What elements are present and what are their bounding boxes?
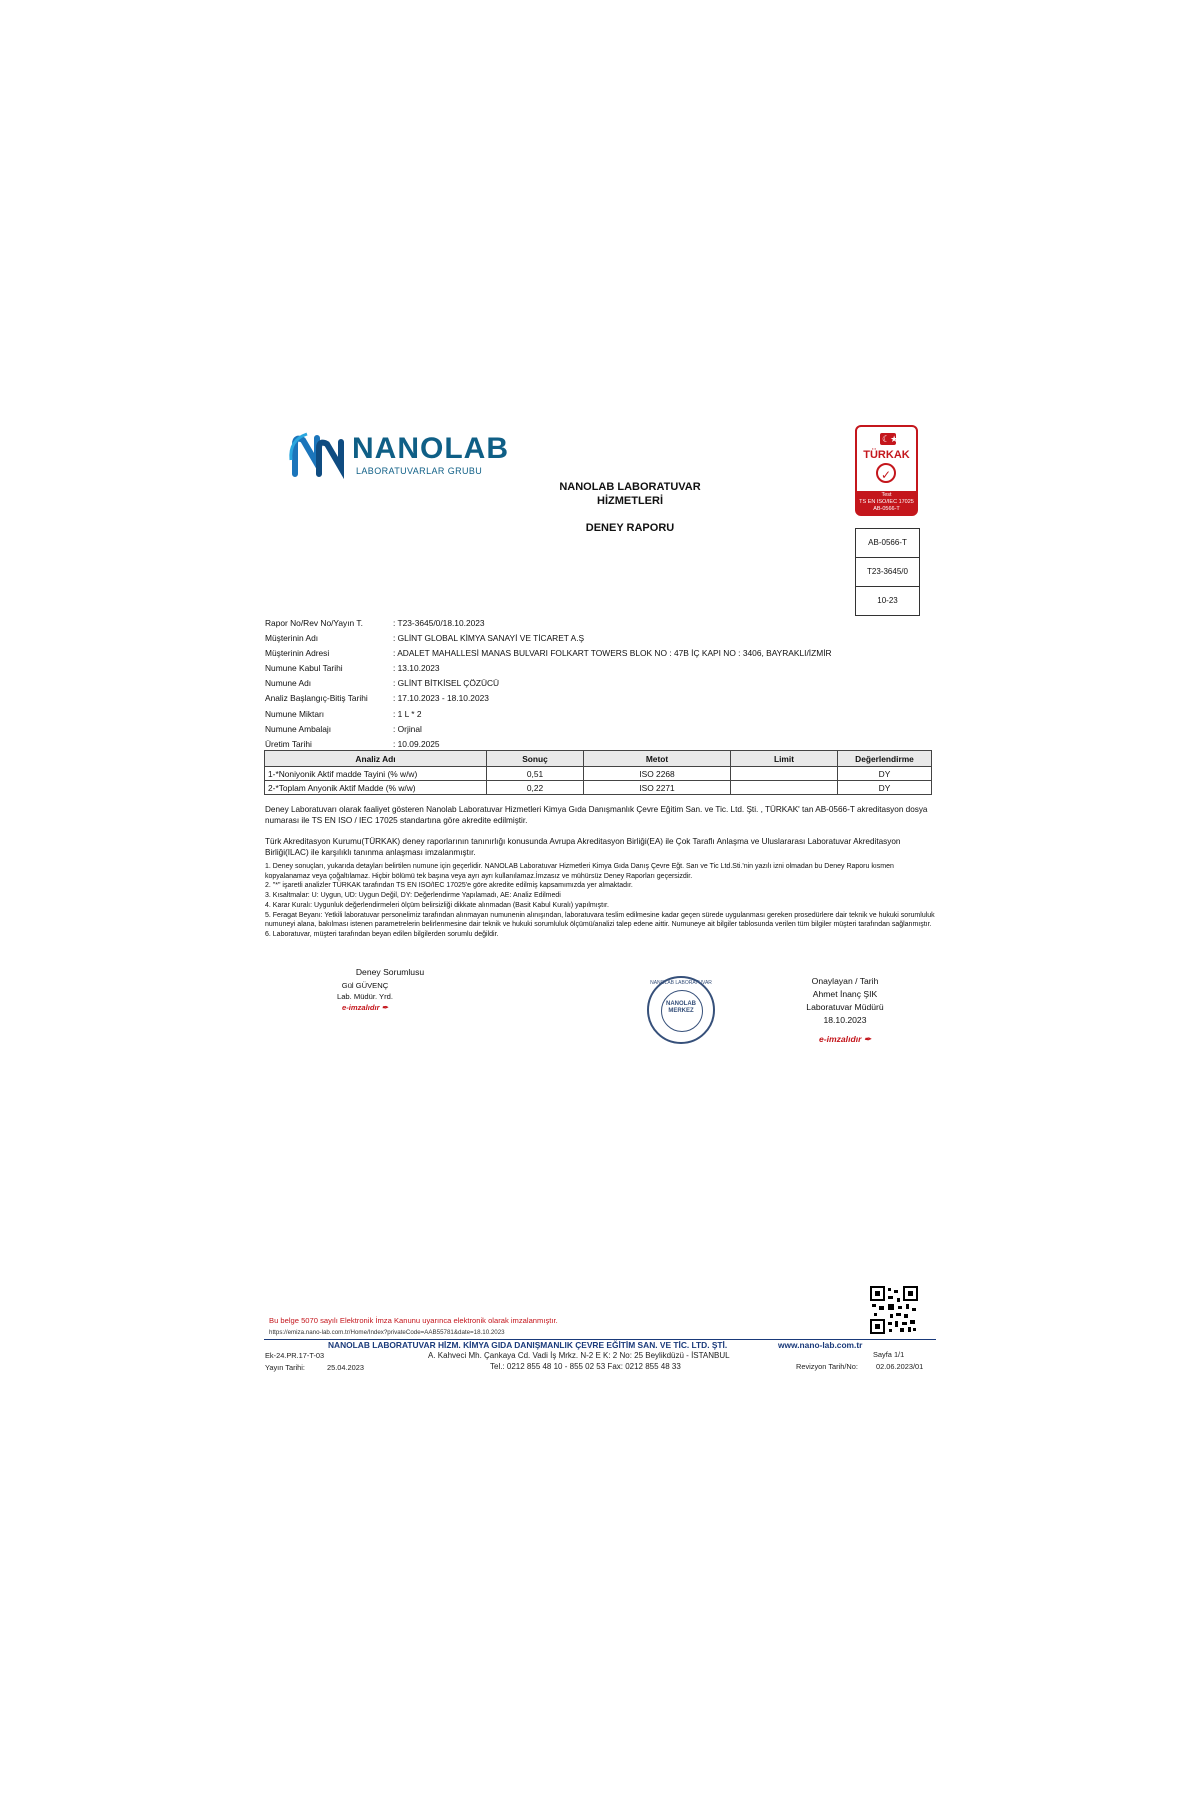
- note-item: 5. Feragat Beyanı: Yetkili laboratuvar personelimiz tarafından alınmayan numunenin alınışından, laboratuvara teslim edilmesine kadar geçen sürede uygulanması gereken prosedürlere dair teknik ve hukuki sorumluluk numuneyi alana, bakılması istenen parametrelerin belirlenmesine dair teknik ve hukuki sorumluluk ölçümü/analizi talep edene aittir. Numuneye ait bilgiler tablosunda verilen tüm bilgiler müşteri tarafından sağlanmıştır.: [265, 911, 935, 929]
- col-evaluation: Değerlendirme: [838, 751, 932, 767]
- accreditation-box: [855, 528, 920, 616]
- accreditation-paragraph: Deney Laboratuvarı olarak faaliyet gösteren Nanolab Laboratuvar Hizmetleri Kimya Gıda Danışmanlık Çevre Eğitim San. ve Tic. Ltd. Şti. , TÜRKAK' tan AB-0566-T akreditasyon dosya numarası ile TS EN ISO / IEC 17025 standartına göre akredite edilmiştir.: [265, 805, 928, 825]
- note-item: 2. "*" işaretli analizler TÜRKAK tarafından TS EN ISO/IEC 17025'e göre akredite edilmiş kapsamımızda yer almaktadır.: [265, 882, 633, 890]
- footer-page-number: Sayfa 1/1: [873, 1350, 905, 1359]
- report-number: T23-3645/0: [856, 558, 919, 587]
- info-row: Numune Kabul Tarihi : 13.10.2023: [265, 663, 440, 674]
- info-row: Müşterinin Adı : GLİNT GLOBAL KİMYA SANAYİ VE TİCARET A.Ş: [265, 633, 585, 644]
- report-month: 10-23: [877, 596, 898, 605]
- e-signature-law-notice: Bu belge 5070 sayılı Elektronik İmza Kanunu uyarınca elektronik olarak imzalanmıştır.: [269, 1316, 558, 1325]
- turkish-flag-icon: ☾★: [882, 434, 899, 444]
- results-table: [264, 750, 932, 795]
- verification-url[interactable]: https://emiza.nano-lab.com.tr/Home/Index?privateCode=AAB55781&date=18.10.2023: [269, 1329, 505, 1336]
- logo-text: NANOLAB: [352, 432, 509, 465]
- left-signature: Deney Sorumlusu: [355, 967, 425, 977]
- info-row: Numune Ambalajı : Orjinal: [265, 723, 422, 734]
- left-signature-details: Gül GÜVENÇ Lab. Müdür. Yrd. e-imzalıdır ✒: [305, 980, 425, 1013]
- turkak-accreditation-badge: [855, 425, 918, 516]
- footer-address: A. Kahveci Mh. Çankaya Cd. Vadi İş Mrkz. N-2 E K: 2 No: 25 Beylikdüzü - İSTANBUL: [428, 1351, 730, 1360]
- footer-doc-code: Ek-24.PR.17-T-03: [265, 1351, 325, 1360]
- e-signature-mark: e-imzalıdır ✒: [818, 1034, 872, 1044]
- col-method: Metot: [584, 751, 731, 767]
- footer-revision-label: Revizyon Tarih/No:: [796, 1362, 858, 1371]
- notes-list: [265, 862, 935, 940]
- page-title: NANOLAB LABORATUVAR HİZMETLERİ: [559, 481, 701, 507]
- info-row: Rapor No/Rev No/Yayın T. : T23-3645/0/18.10.2023: [265, 618, 485, 628]
- sample-info: [265, 616, 832, 752]
- e-signature-mark: e-imzalıdır ✒: [341, 1003, 389, 1012]
- footer-publish-label: Yayın Tarihi:: [265, 1363, 305, 1372]
- report-title: DENEY RAPORU: [585, 522, 675, 534]
- table-header-row: [265, 751, 932, 767]
- info-row: Analiz Başlangıç-Bitiş Tarihi : 17.10.2023 - 18.10.2023: [265, 693, 489, 704]
- col-result: Sonuç: [487, 751, 584, 767]
- note-item: 6. Laboratuvar, müşteri tarafından beyan edilen bilgilerden sorumlu değildir.: [265, 930, 499, 938]
- footer-phone: Tel.: 0212 855 48 10 - 855 02 53 Fax: 0212 855 48 33: [490, 1362, 681, 1371]
- turkak-band: Test TS EN ISO/IEC 17025 AB-0566-T: [857, 491, 916, 514]
- table-row: 1-*Noniyonik Aktif madde Tayini (% w/w) 0,51 ISO 2268 DY: [265, 767, 932, 781]
- col-analysis: Analiz Adı: [265, 751, 487, 767]
- footer-revision-value: 02.06.2023/01: [876, 1362, 924, 1371]
- company-stamp: NANOLAB LABORATUVAR NANOLAB MERKEZ: [647, 976, 715, 1044]
- check-icon: ✓: [876, 463, 896, 483]
- info-row: Numune Adı : GLİNT BİTKİSEL ÇÖZÜCÜ: [265, 678, 500, 689]
- note-item: 3. Kısaltmalar: U: Uygun, UD: Uygun Değil, DY: Değerlendirme Yapılamadı, AE: Analiz Edilmedi: [265, 892, 561, 900]
- recognition-paragraph: Türk Akreditasyon Kurumu(TÜRKAK) deney raporlarının tanınırlığı konusunda Avrupa Akreditasyon Birliği(EA) ile Çok Taraflı Anlaşma ve Uluslararası Laboratuvar Akreditasyon Birliği(ILAC) ile karşılıklı tanınma anlaşması imzalanmıştır.: [265, 837, 901, 857]
- note-item: 4. Karar Kuralı: Uygunluk değerlendirmeleri ölçüm belirsizliği dikkate alınmadan (Basit Kabul Kuralı) yapılmıştır.: [265, 901, 609, 909]
- footer-company-name: NANOLAB LABORATUVAR HİZM. KİMYA GIDA DANIŞMANLIK ÇEVRE EĞİTİM SAN. VE TİC. LTD. ŞTİ.: [328, 1340, 728, 1350]
- info-row: Üretim Tarihi : 10.09.2025: [265, 738, 440, 749]
- turkak-word: TÜRKAK: [863, 449, 910, 461]
- qr-code-icon: [870, 1286, 918, 1334]
- footer-website-link[interactable]: www.nano-lab.com.tr: [778, 1340, 863, 1350]
- nanolab-logo-icon: [287, 430, 349, 482]
- info-row: Müşterinin Adresi : ADALET MAHALLESİ MANAS BULVARI FOLKART TOWERS BLOK NO : 47B İÇ KAPI NO : 3406, BAYRAKLI/İZMİR: [265, 648, 832, 659]
- right-signature: Onaylayan / Tarih Ahmet İnanç ŞIK Laboratuvar Müdürü 18.10.2023 e-imzalıdır ✒: [790, 975, 900, 1046]
- footer-publish-date: 25.04.2023: [327, 1363, 364, 1372]
- info-row: Numune Miktarı : 1 L * 2: [265, 708, 422, 719]
- logo-subtitle: LABORATUVARLAR GRUBU: [356, 466, 483, 476]
- col-limit: Limit: [731, 751, 838, 767]
- note-item: 1. Deney sonuçları, yukarıda detayları belirtilen numune için geçerlidir. NANOLAB Laboratuvar Hizmetleri Kimya Gıda Danış Çevre Eğt. San ve Tic Ltd.Sti.'nin yazılı izni olmadan bu Deney Raporu kısmen kopyalanamaz veya çoğaltılamaz. Hiçbir bölümü tek başına veya ayrı ayrı kullanılamaz.İmzasız ve mühürsüz Deney Raporları geçersizdir.: [265, 863, 894, 880]
- accreditation-number: AB-0566-T: [856, 529, 919, 558]
- table-row: 2-*Toplam Anyonik Aktif Madde (% w/w) 0,22 ISO 2271 DY: [265, 781, 932, 795]
